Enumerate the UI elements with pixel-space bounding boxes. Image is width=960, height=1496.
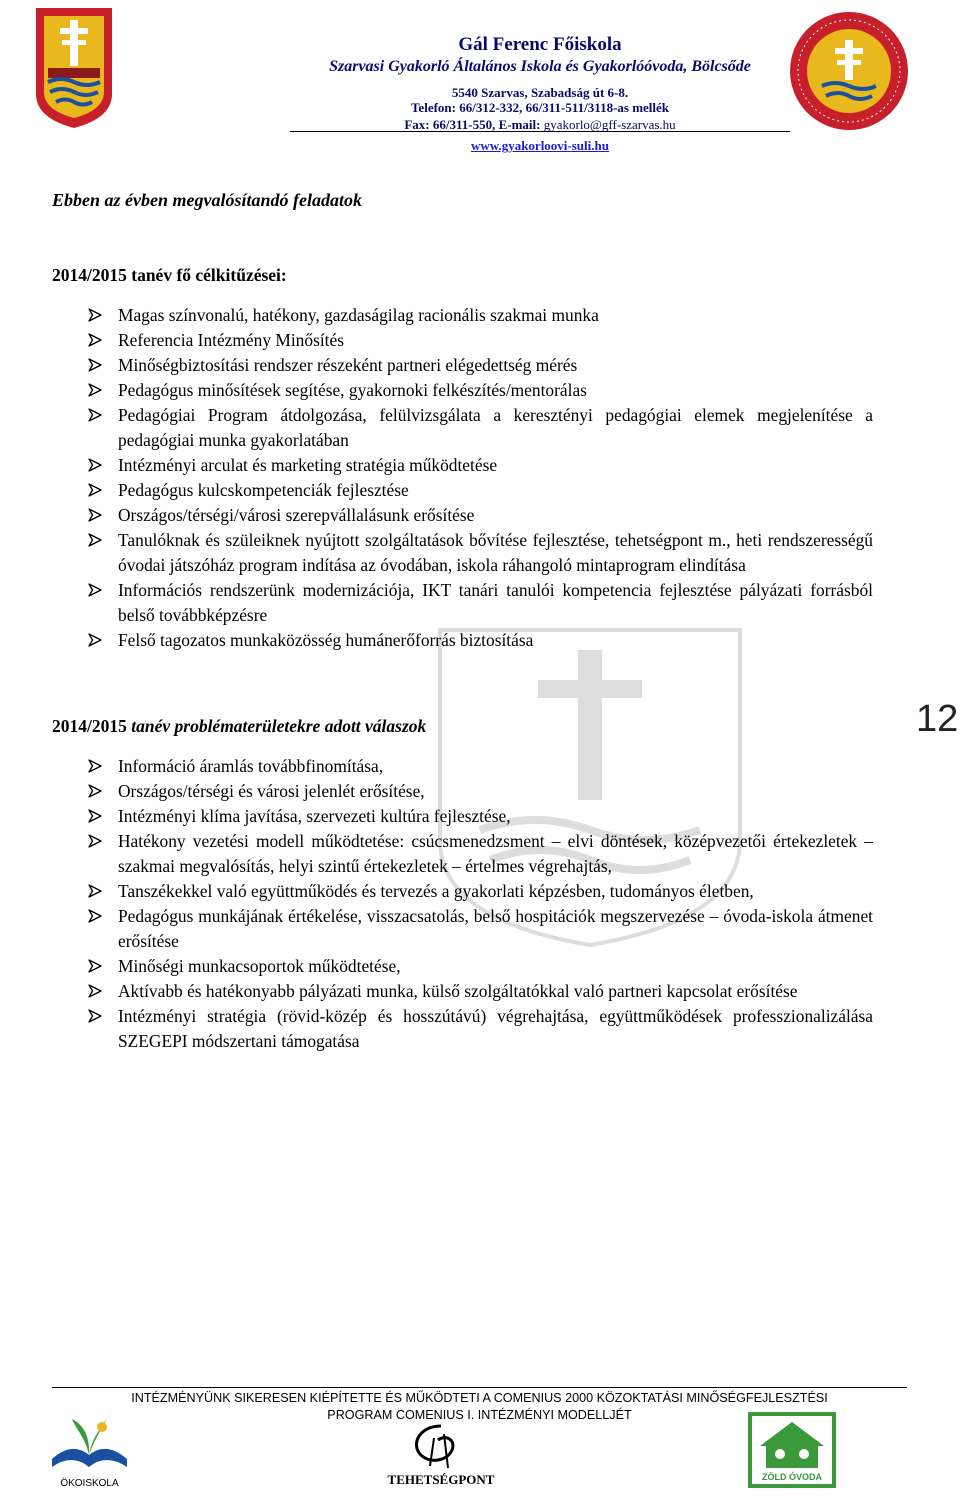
fax-label: Fax: 66/311-550, E-mail: [404,117,541,132]
footer-line-2: PROGRAM COMENIUS I. INTÉZMÉNYI MODELLJÉT [327,1408,632,1422]
school-name: Szarvasi Gyakorló Általános Iskola és Gyakorlóóvoda, Bölcsőde [329,58,751,75]
eco-school-logo [42,1411,137,1491]
goal-text: Pedagógus minősítések segítése, gyakornoki felkészítés/mentorálas [118,380,587,400]
phone: Telefon: 66/312-332, 66/311-511/3118-as mellék [410,100,670,115]
goal-text: Tanulóknak és szüleiknek nyújtott szolgáltatások bővítése fejlesztése, tehetségpont m., heti rendszerességű óvodai játszóház program indítása az óvodában, iskola ráhangoló mintaprogram elindítása [118,530,873,575]
arrow-bullet-icon [88,909,102,923]
arrow-bullet-icon [88,308,102,322]
arrow-bullet-icon [88,333,102,347]
list-item [88,453,873,478]
list-item [88,503,873,528]
arrow-bullet-icon [88,533,102,547]
list-item [88,578,873,628]
list-item [88,403,873,453]
list-item [88,353,873,378]
goal-text: Magas színvonalú, hatékony, gazdaságilag racionális szakmai munka [118,305,599,325]
arrow-bullet-icon [88,458,102,472]
answer-text: Minőségi munkacsoportok működtetése, [118,956,401,976]
email-link[interactable]: gyakorlo@gff-szarvas.hu [543,117,676,132]
arrow-bullet-icon [88,959,102,973]
header-divider [290,131,790,132]
list-item [88,879,873,904]
goals-list [88,303,873,653]
green-kindergarten-logo [746,1410,838,1490]
green-kindergarten-label: ZÖLD ÓVODA [762,1472,822,1482]
section-title: Ebben az évben megvalósítandó feladatok [52,190,362,210]
arrow-bullet-icon [88,884,102,898]
answer-text: Tanszékekkel való együttműködés és tervezés a gyakorlati képzésben, tudományos életben, [118,881,754,901]
answers-heading-year: 2014/2015 [52,716,127,736]
institution-name: Gál Ferenc Főiskola [458,34,622,55]
goal-text: Intézményi arculat és marketing stratégia működtetése [118,455,498,475]
answer-text: Információ áramlás továbbfinomítása, [118,756,384,776]
list-item [88,829,873,879]
list-item [88,478,873,503]
list-item [88,303,873,328]
goal-text: Referencia Intézmény Minősítés [118,330,344,350]
answer-text: Pedagógus munkájának értékelése, visszacsatolás, belső hospitációk megszervezése – óvoda-iskola átmenet erősítése [118,906,873,951]
answers-list [88,754,873,1054]
answers-heading-text: tanév problématerületekre adott válaszok [131,716,427,736]
list-item [88,804,873,829]
goal-text: Pedagógiai Program átdolgozása, felülvizsgálata a keresztényi pedagógiai elemek megjelenítése a pedagógiai munka gyakorlatában [118,405,873,450]
college-crest-logo [34,6,114,130]
list-item [88,904,873,954]
arrow-bullet-icon [88,809,102,823]
list-item [88,754,873,779]
arrow-bullet-icon [88,483,102,497]
address: 5540 Szarvas, Szabadság út 6-8. [451,85,629,100]
arrow-bullet-icon [88,784,102,798]
list-item [88,1004,873,1054]
arrow-bullet-icon [88,508,102,522]
list-item [88,779,873,804]
arrow-bullet-icon [88,834,102,848]
arrow-bullet-icon [88,358,102,372]
list-item [88,378,873,403]
footer-divider [52,1387,907,1388]
answer-text: Országos/térségi és városi jelenlét erősítése, [118,781,425,801]
arrow-bullet-icon [88,383,102,397]
answers-heading [52,716,426,737]
eco-school-label: ÖKOISKOLA [60,1478,119,1489]
answer-text: Hatékony vezetési modell működtetése: csúcsmenedzsment – elvi döntések, középvezetői értekezletek – szakmai megvalósítás, helyi szintű értekezletek – értelmes végrehajtás, [118,831,873,876]
list-item [88,979,873,1004]
goal-text: Minőségbiztosítási rendszer részeként partneri elégedettség mérés [118,355,578,375]
answer-text: Aktívabb és hatékonyabb pályázati munka, külső szolgáltatókkal való partneri kapcsolat erősítése [118,981,798,1001]
arrow-bullet-icon [88,633,102,647]
goal-text: Országos/térségi/városi szerepvállalásunk erősítése [118,505,475,525]
school-round-logo [788,10,910,132]
goals-heading: 2014/2015 tanév fő célkitűzései: [52,265,287,285]
footer-line-1: INTÉZMÉNYÜNK SIKERESEN KIÉPÍTETTE ÉS MŰKÖDTETI A COMENIUS 2000 KÖZOKTATÁSI MINŐSÉGFEJLESZTÉSI [131,1391,828,1405]
goal-text: Információs rendszerünk modernizációja, IKT tanári tanulói kompetencia fejlesztése pályázati forrásból belső továbbképzésre [118,580,873,625]
arrow-bullet-icon [88,1009,102,1023]
arrow-bullet-icon [88,984,102,998]
goal-text: Pedagógus kulcskompetenciák fejlesztése [118,480,409,500]
goal-text: Felső tagozatos munkaközösség humánerőforrás biztosítása [118,630,534,650]
talent-point-logo [378,1420,504,1490]
list-item [88,528,873,578]
arrow-bullet-icon [88,408,102,422]
list-item [88,328,873,353]
page-number: 12 [916,698,959,740]
list-item [88,954,873,979]
arrow-bullet-icon [88,583,102,597]
website-link[interactable]: www.gyakorloovi-suli.hu [471,138,609,153]
answer-text: Intézményi klíma javítása, szervezeti kultúra fejlesztése, [118,806,511,826]
answer-text: Intézményi stratégia (rövid-közép és hosszútávú) végrehajtása, együttműködések professzionalizálása SZEGEPI módszertani támogatása [118,1006,873,1051]
talent-point-label: TEHETSÉGPONT [387,1472,495,1487]
list-item [88,628,873,653]
arrow-bullet-icon [88,759,102,773]
